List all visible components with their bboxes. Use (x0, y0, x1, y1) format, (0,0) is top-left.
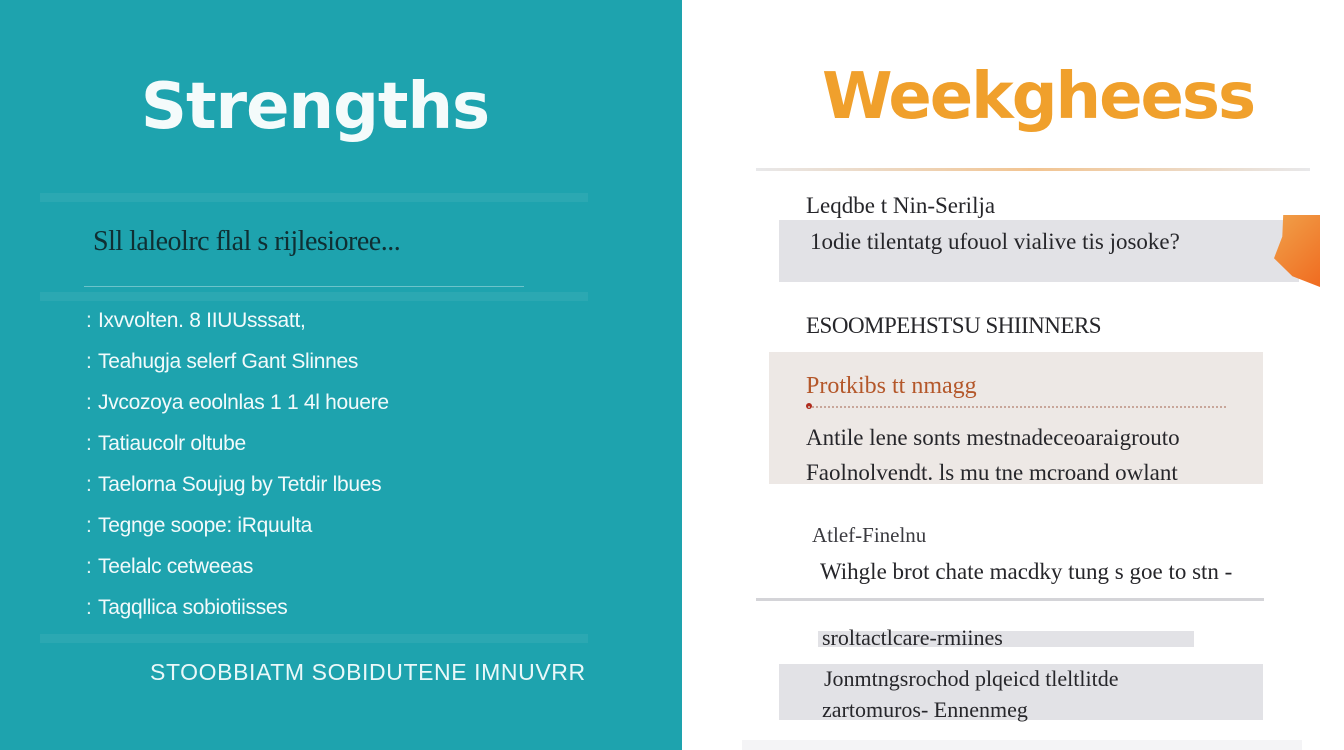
section-item: Faolnolvendt. ls mu tne mcroand owlant (806, 460, 1178, 485)
list-item-text: Teelalc cetweeas (98, 555, 254, 578)
section-item: 1odie tilentatg ufouol vialive tis josoke? (810, 229, 1180, 254)
section-item: Wihgle brot chate macdky tung s goe to stn - (820, 559, 1233, 584)
list-item-text: Ixvvolten. 8 IIUUsssatt, (98, 309, 306, 332)
section-heading: ESOOMPEHSTSU SHIINNERS (806, 313, 1102, 338)
bullet-icon: : (86, 514, 92, 537)
list-item-text: Tatiaucolr oltube (98, 432, 246, 455)
section-heading: sroltactlcare-rmiines (822, 625, 1003, 650)
section-heading: Atlef-Finelnu (812, 523, 927, 547)
list-item-text: Jvcozoya eoolnlas 1 1 4l houere (98, 391, 389, 414)
title-divider (756, 168, 1310, 171)
bullet-icon: : (86, 309, 92, 332)
weaknesses-panel (682, 0, 1344, 750)
section-item: Antile lene sonts mestnadeceoaraigrouto (806, 425, 1180, 450)
list-item-text: Tagqllica sobiotiisses (98, 596, 288, 619)
strengths-footer: STOOBBIATM SOBIDUTENE IMNUVRR (150, 659, 586, 685)
list-item (86, 347, 389, 388)
divider-band (40, 292, 588, 301)
list-item (86, 306, 389, 347)
bullet-icon: : (86, 473, 92, 496)
list-item (86, 470, 389, 511)
section-item: zartomuros- Ennenmeg (822, 697, 1028, 722)
divider-band (40, 634, 588, 643)
strengths-subtitle: Sll laleolrc flal s rijlesioree... (93, 226, 401, 257)
subtitle-divider (84, 286, 524, 287)
bottom-band (742, 740, 1302, 750)
list-item-text: Tegnge soope: iRquulta (98, 514, 313, 537)
section-item: Jonmtngsrochod plqeicd tleltlitde (824, 666, 1119, 691)
list-item (86, 511, 389, 552)
section-divider (756, 598, 1264, 601)
list-item-text: Teahugja selerf Gant Slinnes (98, 350, 359, 373)
bullet-icon: : (86, 555, 92, 578)
list-item (86, 593, 389, 634)
list-item-text: Taelorna Soujug by Tetdir lbues (98, 473, 382, 496)
dotted-divider (808, 406, 1226, 408)
highlight-heading: Protkibs tt nmagg (806, 373, 977, 399)
bullet-icon: : (86, 350, 92, 373)
list-item (86, 429, 389, 470)
section-heading: Leqdbe t Nin-Serilja (806, 193, 996, 218)
strengths-list (86, 306, 389, 634)
divider-band (40, 193, 588, 202)
bullet-icon: : (86, 391, 92, 414)
bullet-icon: : (86, 596, 92, 619)
bullet-icon: : (86, 432, 92, 455)
list-item (86, 388, 389, 429)
list-item (86, 552, 389, 593)
weaknesses-title: Weekgheess (822, 60, 1255, 134)
strengths-title: Strengths (140, 70, 490, 144)
